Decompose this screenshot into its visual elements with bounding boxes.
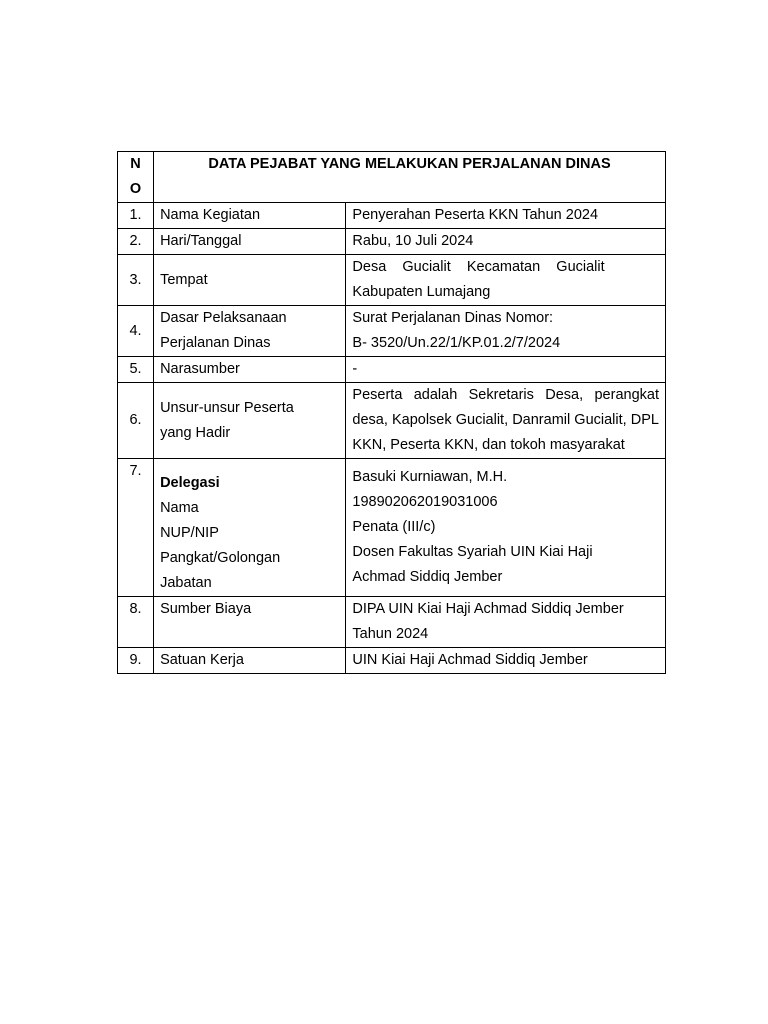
row-label xyxy=(154,306,346,357)
row-number: 8. xyxy=(118,597,154,648)
table-row xyxy=(118,255,666,306)
row-value xyxy=(346,597,666,648)
table-header-row xyxy=(118,152,666,203)
row-number: 4. xyxy=(118,306,154,357)
row-value: Rabu, 10 Juli 2024 xyxy=(346,229,666,255)
table-row xyxy=(118,459,666,597)
row-value-line: DIPA UIN Kiai Haji Achmad Siddiq Jember xyxy=(352,601,624,617)
row-label-line: Pangkat/Golongan xyxy=(160,550,281,566)
row-value-line: Kabupaten Lumajang xyxy=(352,284,491,300)
row-label-line: Unsur-unsur Peserta xyxy=(160,399,294,416)
row-value-line: 198902062019031006 xyxy=(352,494,498,510)
row-value: UIN Kiai Haji Achmad Siddiq Jember xyxy=(346,648,666,674)
row-number: 6. xyxy=(118,383,154,459)
table-row xyxy=(118,306,666,357)
row-label-line: Dasar Pelaksanaan xyxy=(160,310,287,326)
table-row xyxy=(118,648,666,674)
row-number: 2. xyxy=(118,229,154,255)
delegation-title: Delegasi xyxy=(160,475,220,491)
row-value-line: B- 3520/Un.22/1/KP.01.2/7/2024 xyxy=(352,335,561,351)
header-no-line1: N xyxy=(130,156,141,172)
table-row xyxy=(118,229,666,255)
header-number-cell xyxy=(118,152,154,203)
row-label-line: yang Hadir xyxy=(160,424,231,441)
row-value xyxy=(346,255,666,306)
table-row xyxy=(118,203,666,229)
header-no-line2: O xyxy=(129,181,142,197)
row-number: 7. xyxy=(118,459,154,597)
row-value xyxy=(346,459,666,597)
row-number: 5. xyxy=(118,357,154,383)
row-label: Satuan Kerja xyxy=(154,648,346,674)
row-value-line: Tahun 2024 xyxy=(352,626,429,642)
row-label-line: Jabatan xyxy=(160,575,212,591)
row-value-line: Basuki Kurniawan, M.H. xyxy=(352,469,508,485)
row-value: Peserta adalah Sekretaris Desa, perangkat desa, Kapolsek Gucialit, Danramil Gucialit, DPL KKN, Peserta KKN, dan tokoh masyarakat xyxy=(346,383,666,459)
row-label-line: NUP/NIP xyxy=(160,525,219,541)
table-title: DATA PEJABAT YANG MELAKUKAN PERJALANAN DINAS xyxy=(208,156,611,172)
row-value-line: Surat Perjalanan Dinas Nomor: xyxy=(352,310,554,326)
row-label: Tempat xyxy=(154,255,346,306)
row-number: 9. xyxy=(118,648,154,674)
row-value: - xyxy=(346,357,666,383)
row-value: Penyerahan Peserta KKN Tahun 2024 xyxy=(346,203,666,229)
row-label: Narasumber xyxy=(154,357,346,383)
row-value-line: Achmad Siddiq Jember xyxy=(352,569,503,585)
row-value-line: Desa Gucialit Kecamatan Gucialit xyxy=(352,259,605,275)
row-value-line: Penata (III/c) xyxy=(352,519,436,535)
row-label-line: Nama xyxy=(160,500,199,516)
table-row xyxy=(118,597,666,648)
row-label xyxy=(154,383,346,459)
row-number: 1. xyxy=(118,203,154,229)
row-label xyxy=(154,459,346,597)
row-value-line: Dosen Fakultas Syariah UIN Kiai Haji xyxy=(352,544,593,560)
header-title-cell xyxy=(154,152,666,203)
row-value xyxy=(346,306,666,357)
row-label: Hari/Tanggal xyxy=(154,229,346,255)
table-row xyxy=(118,383,666,459)
row-label: Nama Kegiatan xyxy=(154,203,346,229)
travel-data-table xyxy=(117,151,666,674)
row-number: 3. xyxy=(118,255,154,306)
row-label-line: Perjalanan Dinas xyxy=(160,335,271,351)
table-row xyxy=(118,357,666,383)
row-label: Sumber Biaya xyxy=(154,597,346,648)
